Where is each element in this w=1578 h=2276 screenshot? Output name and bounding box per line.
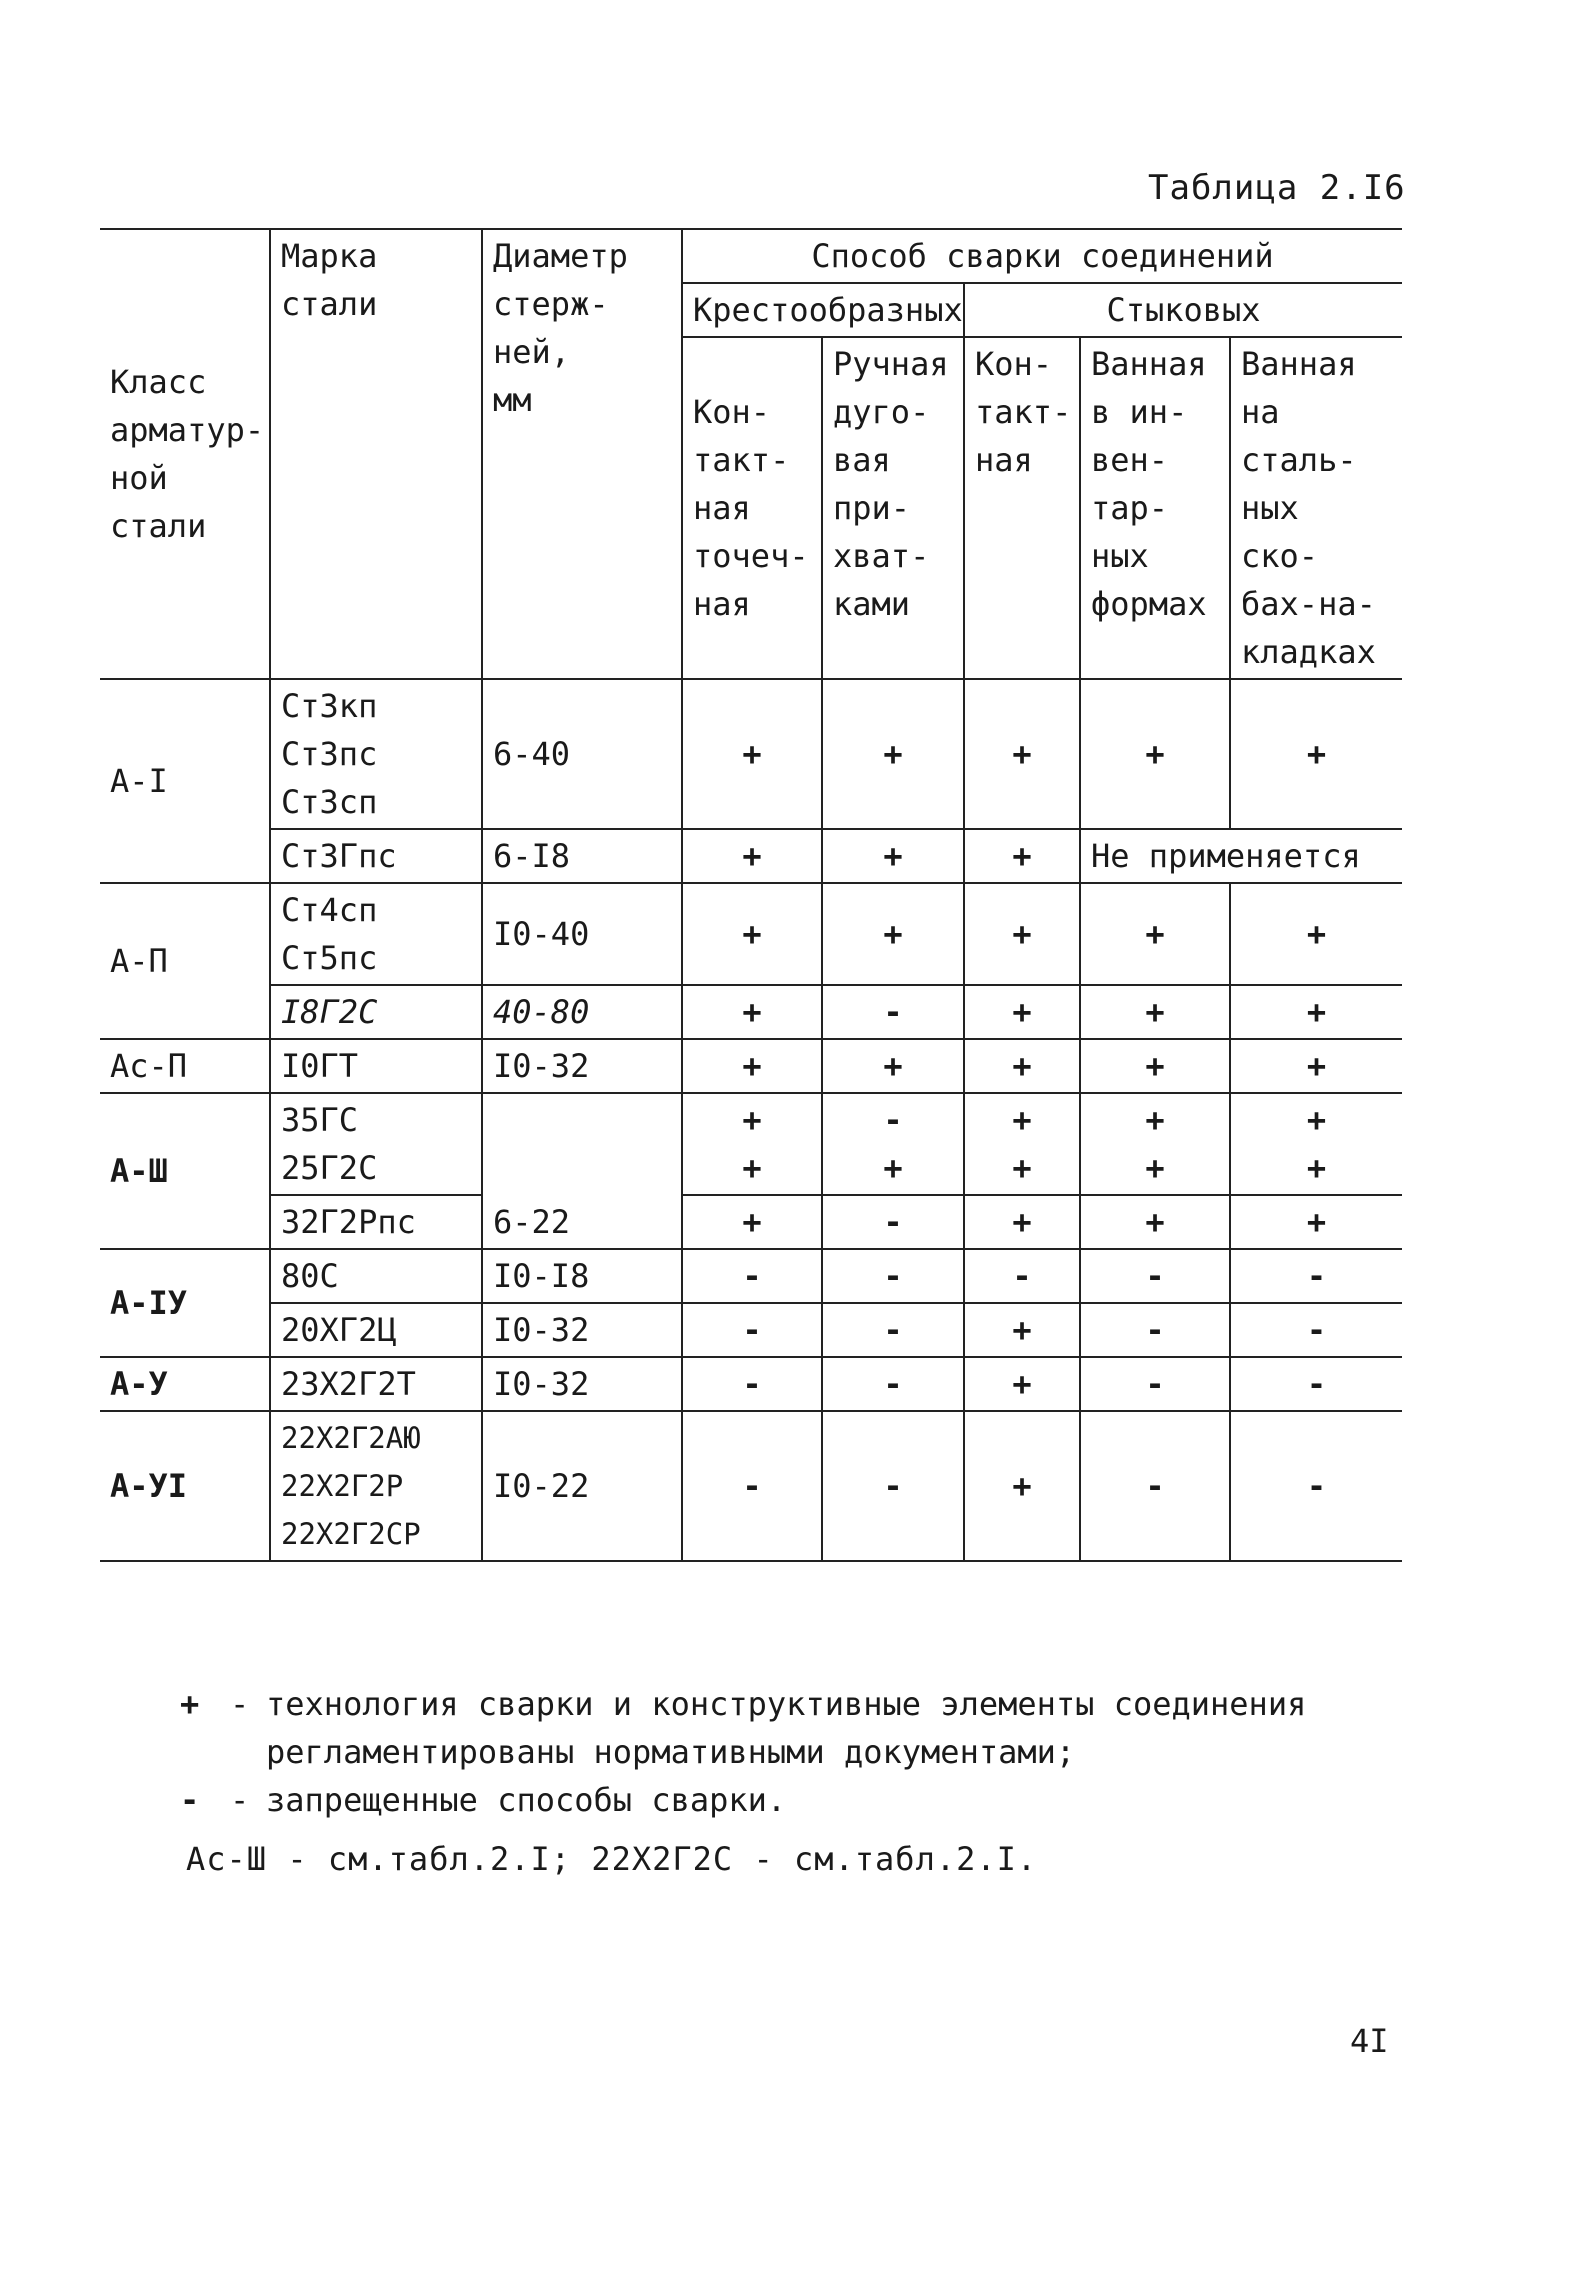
- header-cross: Крестообразных: [682, 283, 964, 337]
- diameter-cell: I0-32: [482, 1357, 682, 1411]
- header-contact-spot: Кон- такт- ная точеч- ная: [682, 337, 822, 679]
- method-cell: +: [964, 1357, 1080, 1411]
- method-cell: -: [1230, 1357, 1402, 1411]
- method-cell: +: [682, 1195, 822, 1249]
- grade-cell: 22Х2Г2АЮ 22Х2Г2Р 22Х2Г2СР: [270, 1411, 482, 1561]
- grade-cell: 23Х2Г2Т: [270, 1357, 482, 1411]
- header-bath-bracket: Ванная на сталь- ных ско- бах-на- кладках: [1230, 337, 1402, 679]
- diameter-cell: I0-32: [482, 1303, 682, 1357]
- method-cell: + +: [964, 1093, 1080, 1195]
- method-cell: -: [1080, 1303, 1230, 1357]
- method-cell: +: [682, 883, 822, 985]
- method-cell: - +: [822, 1093, 964, 1195]
- header-bath-form: Ванная в ин- вен- тар- ных формах: [1080, 337, 1230, 679]
- note-symbol: +: [180, 1685, 200, 1723]
- grade-cell: I0ГТ: [270, 1039, 482, 1093]
- method-cell: +: [964, 679, 1080, 829]
- method-cell: -: [682, 1249, 822, 1303]
- page-number: 4I: [1350, 2022, 1389, 2060]
- class-cell: А-I: [100, 679, 270, 883]
- class-cell: А-У: [100, 1357, 270, 1411]
- method-cell: +: [682, 829, 822, 883]
- method-cell: -: [1230, 1303, 1402, 1357]
- method-cell: +: [1230, 1195, 1402, 1249]
- reference-line: Ас-Ш - см.табл.2.I; 22Х2Г2С - см.табл.2.I.: [186, 1840, 1038, 1878]
- method-cell: +: [964, 829, 1080, 883]
- grade-cell: 32Г2Рпс: [270, 1195, 482, 1249]
- header-diameter: Диаметр стерж- ней, мм: [482, 229, 682, 679]
- method-cell: -: [822, 1195, 964, 1249]
- note-minus: [180, 1776, 1420, 1824]
- diameter-cell: I0-22: [482, 1411, 682, 1561]
- diameter-cell: I0-I8: [482, 1249, 682, 1303]
- grade-cell: 80С: [270, 1249, 482, 1303]
- method-cell: +: [822, 679, 964, 829]
- class-cell: А-УI: [100, 1411, 270, 1561]
- grade-cell: Ст4сп Ст5пс: [270, 883, 482, 985]
- method-cell: +: [682, 1039, 822, 1093]
- note-symbol: -: [180, 1781, 200, 1819]
- method-cell: -: [822, 985, 964, 1039]
- method-cell: +: [1080, 883, 1230, 985]
- diameter-cell: 6-I8: [482, 829, 682, 883]
- header-manual-arc: Ручная дуго- вая при- хват- ками: [822, 337, 964, 679]
- method-cell: +: [964, 985, 1080, 1039]
- grade-cell: 20ХГ2Ц: [270, 1303, 482, 1357]
- class-cell: А-Ш: [100, 1093, 270, 1249]
- method-cell: +: [1230, 679, 1402, 829]
- diameter-cell: I0-40: [482, 883, 682, 985]
- method-cell: +: [1080, 1195, 1230, 1249]
- method-cell: + +: [1080, 1093, 1230, 1195]
- method-cell: +: [1230, 985, 1402, 1039]
- method-cell: -: [822, 1249, 964, 1303]
- table-caption: Таблица 2.I6: [1148, 168, 1406, 208]
- diameter-cell: 6-40: [482, 679, 682, 829]
- method-cell: +: [822, 883, 964, 985]
- method-cell: -: [682, 1303, 822, 1357]
- note-text: запрещенные способы сварки.: [266, 1781, 787, 1819]
- method-cell: -: [682, 1357, 822, 1411]
- method-cell: -: [1080, 1357, 1230, 1411]
- note-text: технология сварки и конструктивные элементы соединения регламентированы нормативными документами;: [266, 1685, 1307, 1771]
- diameter-cell: I0-32: [482, 1039, 682, 1093]
- method-cell: -: [1230, 1411, 1402, 1561]
- method-cell: +: [1080, 679, 1230, 829]
- header-butt: Стыковых: [964, 283, 1402, 337]
- grade-cell: Ст3Гпс: [270, 829, 482, 883]
- method-cell: +: [822, 1039, 964, 1093]
- header-method: Способ сварки соединений: [682, 229, 1402, 283]
- method-cell: -: [822, 1303, 964, 1357]
- method-cell: +: [964, 1039, 1080, 1093]
- grade-cell: 35ГС 25Г2С: [270, 1093, 482, 1195]
- method-cell: -: [1080, 1249, 1230, 1303]
- class-cell: Ас-П: [100, 1039, 270, 1093]
- method-cell: + +: [682, 1093, 822, 1195]
- method-cell: -: [822, 1411, 964, 1561]
- note-dash: -: [230, 1685, 250, 1723]
- method-cell: +: [1080, 1039, 1230, 1093]
- class-cell: А-IУ: [100, 1249, 270, 1357]
- method-cell: +: [964, 883, 1080, 985]
- method-cell: -: [1230, 1249, 1402, 1303]
- method-cell: +: [682, 679, 822, 829]
- method-cell: +: [682, 985, 822, 1039]
- class-cell: А-П: [100, 883, 270, 1039]
- not-applicable-note: Не применяется: [1080, 829, 1402, 883]
- method-cell: + +: [1230, 1093, 1402, 1195]
- welding-methods-table: [100, 228, 1402, 1562]
- grade-cell: I8Г2С: [270, 985, 482, 1039]
- method-cell: +: [964, 1411, 1080, 1561]
- grade-cell: Ст3кп Ст3пс Ст3сп: [270, 679, 482, 829]
- method-cell: +: [822, 829, 964, 883]
- method-cell: -: [682, 1411, 822, 1561]
- note-dash: -: [230, 1781, 250, 1819]
- method-cell: -: [964, 1249, 1080, 1303]
- header-class: Класс арматур- ной стали: [100, 229, 270, 679]
- diameter-cell: 6-22: [482, 1093, 682, 1249]
- note-plus: [180, 1680, 1420, 1776]
- diameter-cell: 40-80: [482, 985, 682, 1039]
- legend-notes: [180, 1680, 1420, 1824]
- header-contact: Кон- такт- ная: [964, 337, 1080, 679]
- method-cell: +: [1230, 1039, 1402, 1093]
- method-cell: -: [1080, 1411, 1230, 1561]
- method-cell: +: [964, 1195, 1080, 1249]
- method-cell: +: [1230, 883, 1402, 985]
- method-cell: -: [822, 1357, 964, 1411]
- method-cell: +: [964, 1303, 1080, 1357]
- method-cell: +: [1080, 985, 1230, 1039]
- header-grade: Марка стали: [270, 229, 482, 679]
